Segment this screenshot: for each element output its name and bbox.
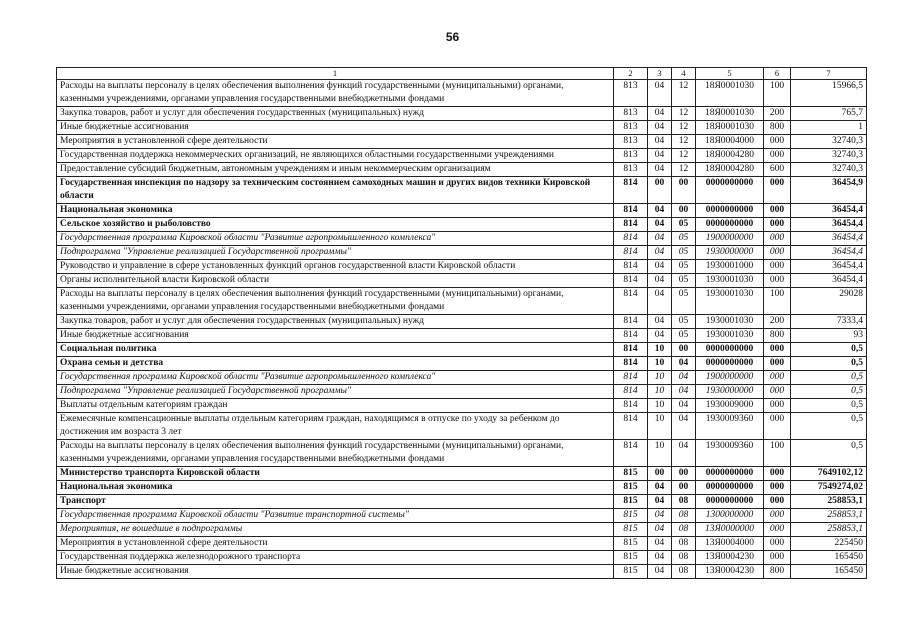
row-code-admin: 814 [614, 440, 648, 467]
row-code-admin: 814 [614, 343, 648, 357]
row-code-admin: 815 [614, 537, 648, 551]
row-code-section: 04 [648, 565, 672, 579]
row-amount: 0,5 [791, 371, 867, 385]
row-amount: 29028 [791, 288, 867, 315]
row-amount: 765,7 [791, 107, 867, 121]
row-code-section: 04 [648, 204, 672, 218]
row-name: Расходы на выплаты персоналу в целях обеспечения выполнения функций государственными (муниципальными) органами, казенными учреждениями, органами управления государственными внебюджетными фондами [57, 288, 614, 315]
row-code-target: 18Я0004000 [696, 135, 764, 149]
row-code-admin: 813 [614, 149, 648, 163]
row-amount: 1 [791, 121, 867, 135]
row-code-target: 0000000000 [696, 218, 764, 232]
row-code-section: 04 [648, 274, 672, 288]
row-amount: 0,5 [791, 357, 867, 371]
row-name: Ежемесячные компенсационные выплаты отдельным категориям граждан, находящимся в отпуске по уходу за ребенком до достижения им возраста 3 лет [57, 413, 614, 440]
table-row [57, 260, 867, 274]
row-code-section: 04 [648, 315, 672, 329]
row-code-target: 1900000000 [696, 371, 764, 385]
row-code-section: 10 [648, 357, 672, 371]
row-name: Государственная программа Кировской области "Развитие агропромышленного комплекса" [57, 232, 614, 246]
row-amount: 36454,4 [791, 232, 867, 246]
row-name: Мероприятия в установленной сфере деятельности [57, 135, 614, 149]
row-code-expense: 000 [764, 357, 791, 371]
row-name: Органы исполнительной власти Кировской области [57, 274, 614, 288]
row-code-subsection: 00 [672, 343, 696, 357]
row-code-subsection: 08 [672, 523, 696, 537]
table-row [57, 565, 867, 579]
table-row [57, 107, 867, 121]
row-amount: 0,5 [791, 440, 867, 467]
row-amount: 36454,4 [791, 260, 867, 274]
row-code-target: 1930000000 [696, 385, 764, 399]
row-code-subsection: 12 [672, 121, 696, 135]
row-code-admin: 815 [614, 551, 648, 565]
table-row [57, 440, 867, 467]
row-code-expense: 800 [764, 329, 791, 343]
row-amount: 32740,3 [791, 135, 867, 149]
row-code-subsection: 05 [672, 274, 696, 288]
row-code-section: 10 [648, 385, 672, 399]
row-amount: 36454,4 [791, 274, 867, 288]
row-code-subsection: 12 [672, 149, 696, 163]
row-code-expense: 000 [764, 413, 791, 440]
row-code-section: 04 [648, 509, 672, 523]
row-code-admin: 815 [614, 467, 648, 481]
row-code-admin: 815 [614, 509, 648, 523]
row-code-admin: 814 [614, 246, 648, 260]
row-amount: 165450 [791, 551, 867, 565]
row-amount: 36454,4 [791, 218, 867, 232]
row-amount: 0,5 [791, 343, 867, 357]
row-code-admin: 814 [614, 260, 648, 274]
row-code-section: 10 [648, 371, 672, 385]
row-code-admin: 815 [614, 523, 648, 537]
row-code-expense: 100 [764, 80, 791, 107]
table-row [57, 218, 867, 232]
table-row [57, 274, 867, 288]
row-code-target: 13Я0004230 [696, 551, 764, 565]
row-code-expense: 000 [764, 537, 791, 551]
row-code-expense: 000 [764, 495, 791, 509]
table-row [57, 232, 867, 246]
row-code-target: 1930001030 [696, 274, 764, 288]
row-code-admin: 814 [614, 232, 648, 246]
table-row [57, 315, 867, 329]
row-code-target: 0000000000 [696, 204, 764, 218]
row-code-section: 04 [648, 218, 672, 232]
row-code-subsection: 05 [672, 218, 696, 232]
row-code-admin: 814 [614, 329, 648, 343]
row-code-admin: 813 [614, 80, 648, 107]
table-row [57, 204, 867, 218]
row-code-expense: 200 [764, 315, 791, 329]
row-code-section: 10 [648, 343, 672, 357]
row-code-subsection: 04 [672, 440, 696, 467]
row-code-expense: 000 [764, 246, 791, 260]
row-code-expense: 100 [764, 440, 791, 467]
row-code-expense: 100 [764, 288, 791, 315]
row-code-subsection: 00 [672, 177, 696, 204]
table-body [57, 68, 867, 579]
row-name: Мероприятия, не вошедшие в подпрограммы [57, 523, 614, 537]
row-amount: 0,5 [791, 399, 867, 413]
table-row [57, 163, 867, 177]
row-code-subsection: 05 [672, 329, 696, 343]
row-name: Социальная политика [57, 343, 614, 357]
row-name: Иные бюджетные ассигнования [57, 565, 614, 579]
row-code-target: 1930009360 [696, 413, 764, 440]
table-row [57, 149, 867, 163]
row-name: Предоставление субсидий бюджетным, автономным учреждениям и иным некоммерческим организациям [57, 163, 614, 177]
row-code-target: 1930001030 [696, 329, 764, 343]
row-code-expense: 000 [764, 399, 791, 413]
row-code-expense: 000 [764, 371, 791, 385]
row-code-target: 13Я0004230 [696, 565, 764, 579]
row-code-expense: 000 [764, 232, 791, 246]
row-amount: 93 [791, 329, 867, 343]
row-code-expense: 000 [764, 343, 791, 357]
row-code-section: 10 [648, 413, 672, 440]
row-amount: 258853,1 [791, 495, 867, 509]
row-code-admin: 814 [614, 371, 648, 385]
row-code-section: 04 [648, 551, 672, 565]
row-code-subsection: 00 [672, 204, 696, 218]
row-code-section: 04 [648, 121, 672, 135]
row-code-subsection: 00 [672, 467, 696, 481]
budget-table [56, 67, 867, 579]
row-code-subsection: 12 [672, 107, 696, 121]
table-row [57, 246, 867, 260]
row-amount: 7549274,02 [791, 481, 867, 495]
row-name: Государственная программа Кировской области "Развитие транспортной системы" [57, 509, 614, 523]
row-code-target: 1930009000 [696, 399, 764, 413]
row-code-expense: 000 [764, 177, 791, 204]
row-code-target: 1930009360 [696, 440, 764, 467]
row-code-subsection: 04 [672, 371, 696, 385]
header-cell: 3 [648, 68, 672, 80]
row-code-admin: 814 [614, 288, 648, 315]
row-code-target: 1930001030 [696, 315, 764, 329]
row-code-subsection: 08 [672, 509, 696, 523]
row-code-admin: 814 [614, 274, 648, 288]
row-code-subsection: 05 [672, 232, 696, 246]
row-code-expense: 000 [764, 467, 791, 481]
row-code-expense: 000 [764, 260, 791, 274]
row-code-section: 00 [648, 467, 672, 481]
row-name: Расходы на выплаты персоналу в целях обеспечения выполнения функций государственными (муниципальными) органами, казенными учреждениями, органами управления государственными внебюджетными фондами [57, 80, 614, 107]
row-amount: 7333,4 [791, 315, 867, 329]
row-code-expense: 800 [764, 565, 791, 579]
row-name: Закупка товаров, работ и услуг для обеспечения государственных (муниципальных) нужд [57, 107, 614, 121]
row-code-target: 0000000000 [696, 481, 764, 495]
row-code-target: 0000000000 [696, 495, 764, 509]
row-code-section: 04 [648, 107, 672, 121]
row-code-subsection: 08 [672, 551, 696, 565]
row-code-expense: 600 [764, 163, 791, 177]
row-code-section: 04 [648, 537, 672, 551]
header-cell: 5 [696, 68, 764, 80]
table-row [57, 177, 867, 204]
row-name: Подпрограмма "Управление реализацией Государственной программы" [57, 385, 614, 399]
row-code-section: 04 [648, 135, 672, 149]
row-code-subsection: 12 [672, 80, 696, 107]
row-code-subsection: 04 [672, 357, 696, 371]
header-cell: 4 [672, 68, 696, 80]
row-code-target: 1300000000 [696, 509, 764, 523]
table-row [57, 413, 867, 440]
row-code-target: 0000000000 [696, 357, 764, 371]
row-name: Иные бюджетные ассигнования [57, 329, 614, 343]
row-name: Транспорт [57, 495, 614, 509]
row-code-admin: 814 [614, 357, 648, 371]
row-code-section: 00 [648, 177, 672, 204]
row-amount: 7649102,12 [791, 467, 867, 481]
table-row [57, 481, 867, 495]
row-code-section: 10 [648, 399, 672, 413]
header-row [57, 68, 867, 80]
row-name: Подпрограмма "Управление реализацией Государственной программы" [57, 246, 614, 260]
row-code-subsection: 08 [672, 565, 696, 579]
row-code-admin: 813 [614, 163, 648, 177]
row-code-target: 1900000000 [696, 232, 764, 246]
table-row [57, 329, 867, 343]
row-code-section: 04 [648, 260, 672, 274]
row-code-target: 18Я0004280 [696, 149, 764, 163]
row-code-target: 1930001000 [696, 260, 764, 274]
row-code-section: 04 [648, 495, 672, 509]
row-code-target: 18Я0001030 [696, 80, 764, 107]
row-code-admin: 815 [614, 565, 648, 579]
table-row [57, 135, 867, 149]
row-amount: 32740,3 [791, 149, 867, 163]
row-code-target: 13Я0004000 [696, 537, 764, 551]
table-row [57, 537, 867, 551]
row-code-section: 04 [648, 149, 672, 163]
row-code-subsection: 05 [672, 315, 696, 329]
table-row [57, 523, 867, 537]
header-cell: 1 [57, 68, 614, 80]
row-code-target: 13Я0000000 [696, 523, 764, 537]
row-code-section: 04 [648, 329, 672, 343]
row-code-subsection: 04 [672, 385, 696, 399]
row-code-target: 18Я0001030 [696, 121, 764, 135]
table-row [57, 467, 867, 481]
row-code-admin: 814 [614, 204, 648, 218]
row-code-admin: 813 [614, 135, 648, 149]
row-name: Государственная программа Кировской области "Развитие агропромышленного комплекса" [57, 371, 614, 385]
row-code-admin: 815 [614, 495, 648, 509]
table-row [57, 399, 867, 413]
row-amount: 15966,5 [791, 80, 867, 107]
row-amount: 258853,1 [791, 523, 867, 537]
row-code-section: 04 [648, 232, 672, 246]
row-amount: 225450 [791, 537, 867, 551]
row-code-admin: 813 [614, 107, 648, 121]
row-code-section: 04 [648, 481, 672, 495]
row-code-subsection: 04 [672, 413, 696, 440]
table-row [57, 495, 867, 509]
row-code-target: 0000000000 [696, 177, 764, 204]
row-name: Выплаты отдельным категориям граждан [57, 399, 614, 413]
header-cell: 2 [614, 68, 648, 80]
row-amount: 36454,4 [791, 204, 867, 218]
row-code-target: 1930000000 [696, 246, 764, 260]
header-cell: 7 [791, 68, 867, 80]
row-code-subsection: 00 [672, 481, 696, 495]
row-code-expense: 200 [764, 107, 791, 121]
row-code-subsection: 05 [672, 260, 696, 274]
table-row [57, 385, 867, 399]
row-code-target: 1930001030 [696, 288, 764, 315]
row-code-subsection: 04 [672, 399, 696, 413]
row-code-admin: 814 [614, 385, 648, 399]
row-code-expense: 000 [764, 385, 791, 399]
row-name: Государственная поддержка некоммерческих организаций, не являющихся областными государственными учреждениями [57, 149, 614, 163]
row-code-target: 18Я0001030 [696, 107, 764, 121]
row-code-section: 04 [648, 523, 672, 537]
row-code-admin: 813 [614, 121, 648, 135]
row-code-section: 04 [648, 163, 672, 177]
row-code-subsection: 12 [672, 163, 696, 177]
row-code-subsection: 05 [672, 288, 696, 315]
row-name: Расходы на выплаты персоналу в целях обеспечения выполнения функций государственными (муниципальными) органами, казенными учреждениями, органами управления государственными внебюджетными фондами [57, 440, 614, 467]
row-code-expense: 000 [764, 218, 791, 232]
row-code-expense: 000 [764, 523, 791, 537]
row-code-admin: 815 [614, 481, 648, 495]
row-amount: 165450 [791, 565, 867, 579]
row-code-expense: 000 [764, 204, 791, 218]
table-row [57, 288, 867, 315]
row-code-admin: 814 [614, 177, 648, 204]
row-code-target: 0000000000 [696, 467, 764, 481]
row-amount: 258853,1 [791, 509, 867, 523]
row-name: Иные бюджетные ассигнования [57, 121, 614, 135]
row-code-section: 04 [648, 288, 672, 315]
row-code-expense: 000 [764, 551, 791, 565]
table-row [57, 343, 867, 357]
table-row [57, 371, 867, 385]
row-code-expense: 800 [764, 121, 791, 135]
page-number: 56 [445, 30, 460, 44]
row-amount: 36454,4 [791, 246, 867, 260]
table-row [57, 80, 867, 107]
row-code-admin: 814 [614, 413, 648, 440]
row-code-subsection: 12 [672, 135, 696, 149]
row-amount: 32740,3 [791, 163, 867, 177]
row-code-target: 18Я0004280 [696, 163, 764, 177]
row-amount: 0,5 [791, 413, 867, 440]
row-name: Министерство транспорта Кировской области [57, 467, 614, 481]
row-code-expense: 000 [764, 509, 791, 523]
row-name: Национальная экономика [57, 481, 614, 495]
row-code-subsection: 08 [672, 537, 696, 551]
row-code-admin: 814 [614, 399, 648, 413]
row-name: Сельское хозяйство и рыболовство [57, 218, 614, 232]
row-code-subsection: 05 [672, 246, 696, 260]
row-code-target: 0000000000 [696, 343, 764, 357]
table-row [57, 121, 867, 135]
row-code-section: 04 [648, 246, 672, 260]
row-code-expense: 000 [764, 274, 791, 288]
row-code-admin: 814 [614, 315, 648, 329]
row-amount: 36454,9 [791, 177, 867, 204]
row-name: Закупка товаров, работ и услуг для обеспечения государственных (муниципальных) нужд [57, 315, 614, 329]
row-code-section: 10 [648, 440, 672, 467]
row-name: Охрана семьи и детства [57, 357, 614, 371]
row-code-subsection: 08 [672, 495, 696, 509]
row-amount: 0,5 [791, 385, 867, 399]
table-row [57, 551, 867, 565]
header-cell: 6 [764, 68, 791, 80]
row-code-expense: 000 [764, 481, 791, 495]
table-row [57, 509, 867, 523]
row-name: Государственная инспекция по надзору за техническим состоянием самоходных машин и других видов техники Кировской области [57, 177, 614, 204]
row-name: Мероприятия в установленной сфере деятельности [57, 537, 614, 551]
row-name: Государственная поддержка железнодорожного транспорта [57, 551, 614, 565]
row-code-admin: 814 [614, 218, 648, 232]
row-code-expense: 000 [764, 135, 791, 149]
row-name: Национальная экономика [57, 204, 614, 218]
row-code-section: 04 [648, 80, 672, 107]
table-row [57, 357, 867, 371]
row-code-expense: 000 [764, 149, 791, 163]
row-name: Руководство и управление в сфере установленных функций органов государственной власти Кировской области [57, 260, 614, 274]
